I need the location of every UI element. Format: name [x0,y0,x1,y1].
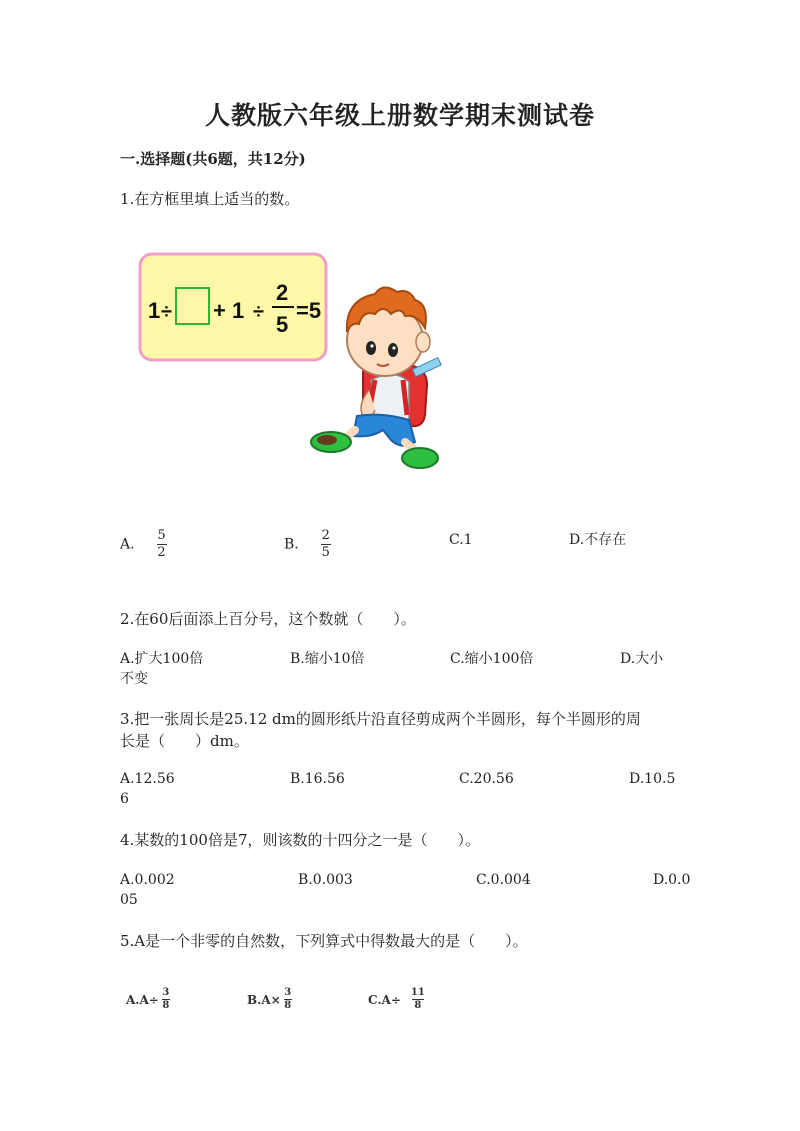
q2-option-d[interactable]: D.大小 [620,651,664,667]
question-5-text: 5.A是一个非零的自然数，下列算式中得数最大的是（ ）。 [120,932,528,950]
eq-plus-one: + 1 [213,298,245,323]
q5-option-b-fraction: $\frac{3}{8}$ [284,987,292,1011]
q1-option-c[interactable]: C.1 [449,532,473,548]
q2-option-a[interactable]: A.扩大100倍 [120,651,204,667]
q1-option-a[interactable]: A. $\frac{5}{2}$ [120,528,166,560]
q2-option-c[interactable]: C.缩小100倍 [450,651,534,667]
question-2-text: 2.在60后面添上百分号，这个数就（ ）。 [120,610,416,628]
q1-option-b[interactable]: B. $\frac{2}{5}$ [284,528,330,560]
eq-fraction-denominator: 5 [276,312,289,337]
q3-option-d-wrap: 6 [120,791,129,807]
q1-option-b-fraction: $\frac{2}{5}$ [321,528,330,560]
eq-divide-b: ÷ [253,301,264,323]
cartoon-boy-illustration [305,280,455,475]
q4-option-b[interactable]: B.0.003 [298,872,353,888]
eq-one-a: 1 [148,298,161,323]
q5-option-b[interactable]: B.A× $\frac{3}{8}$ [247,987,292,1011]
q2-option-d-wrap: 不变 [120,671,148,687]
q4-option-c[interactable]: C.0.004 [476,872,531,888]
q5-option-a[interactable]: A.A÷ $\frac{3}{8}$ [126,987,170,1011]
q4-option-d-wrap: 05 [120,892,138,908]
eq-result: =5 [296,298,322,323]
question-3-line-2: 长是（ ）dm。 [120,732,249,750]
eq-divide-a: ÷ [161,301,172,323]
q3-option-d[interactable]: D.10.5 [629,771,676,787]
q5-option-c[interactable]: C.A÷ $\frac{11}{8}$ [368,987,425,1011]
question-3-line-1: 3.把一张周长是25.12 dm的圆形纸片沿直径剪成两个半圆形，每个半圆形的周 [120,710,641,728]
q5-option-a-fraction: $\frac{3}{8}$ [162,987,170,1011]
q5-option-c-fraction: $\frac{11}{8}$ [410,987,425,1011]
eq-fraction-numerator: 2 [276,280,289,305]
section-heading: 一.选择题(共6题，共12分) [120,150,306,168]
question-1-text: 1.在方框里填上适当的数。 [120,190,300,208]
equation-card [138,252,328,362]
page-title: 人教版六年级上册数学期末测试卷 [204,101,595,130]
q3-option-c[interactable]: C.20.56 [459,771,514,787]
q1-option-d[interactable]: D.不存在 [569,532,627,548]
q1-option-a-fraction: $\frac{5}{2}$ [157,528,166,560]
q3-option-a[interactable]: A.12.56 [120,771,175,787]
question-4-text: 4.某数的100倍是7，则该数的十四分之一是（ ）。 [120,831,480,849]
q4-option-d[interactable]: D.0.0 [653,872,691,888]
q2-option-b[interactable]: B.缩小10倍 [290,651,365,667]
q4-option-a[interactable]: A.0.002 [120,872,175,888]
q3-option-b[interactable]: B.16.56 [290,771,345,787]
